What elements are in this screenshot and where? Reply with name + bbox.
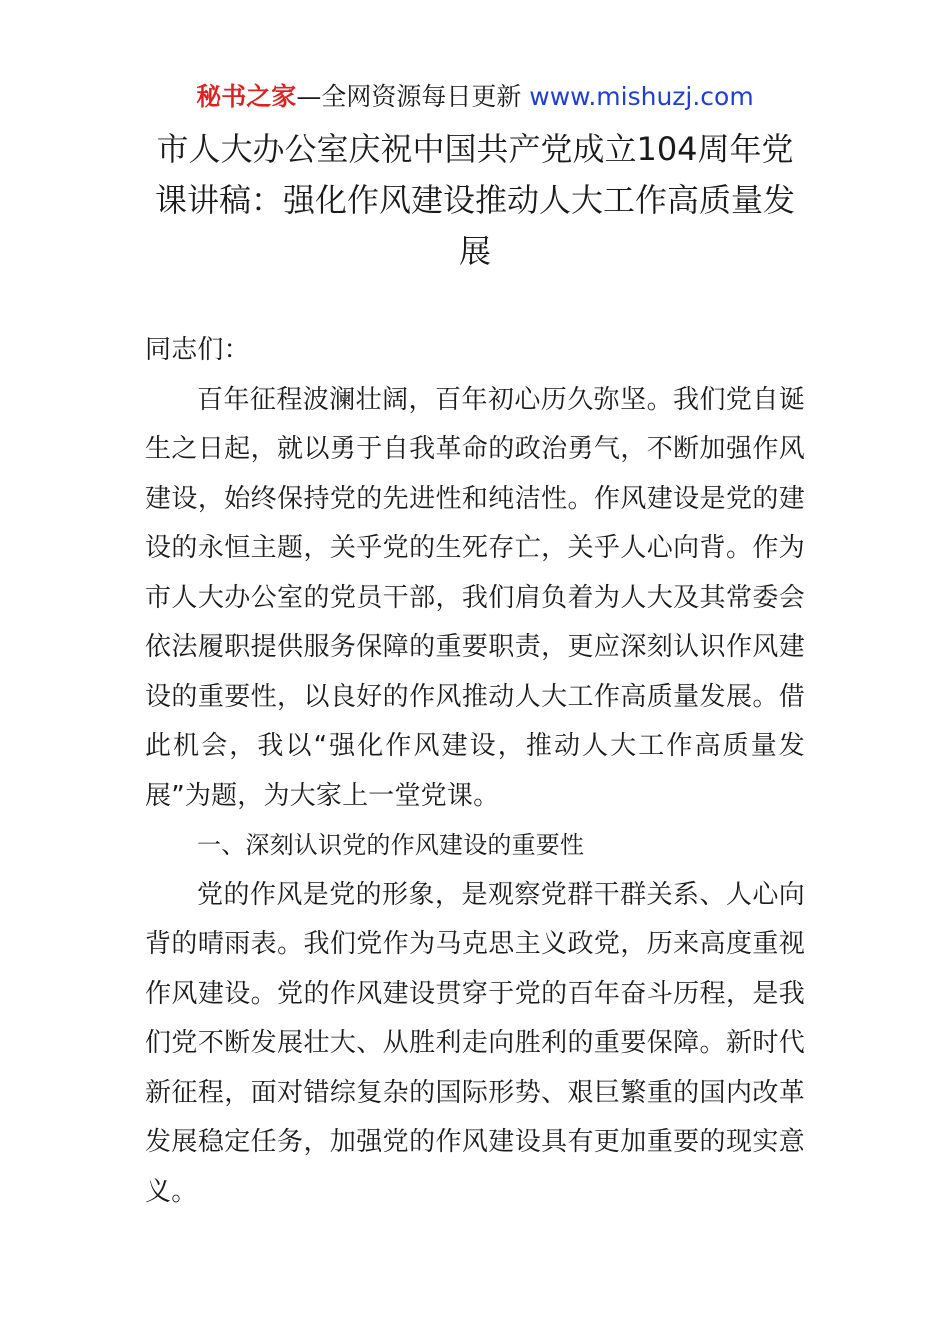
brand-name: 秘书之家 [196,82,297,111]
document-body [145,326,805,1217]
site-header [0,80,950,114]
document-title: 市人大办公室庆祝中国共产党成立104周年党课讲稿：强化作风建设推动人大工作高质量发展 [154,130,795,270]
paragraph-intro: 百年征程波澜壮阔，百年初心历久弥坚。我们党自诞生之日起，就以勇于自我革命的政治勇气，不断加强作风建设，始终保持党的先进性和纯洁性。作风建设是党的建设的永恒主题，关乎党的生死存亡，关乎人心向背。作为市人大办公室的党员干部，我们肩负着为人大及其常委会依法履职提供服务保障的重要职责，更应深刻认识作风建设的重要性，以良好的作风推动人大工作高质量发展。借此机会，我以“强化作风建设，推动人大工作高质量发展”为题，为大家上一堂党课。 [145,384,805,811]
header-tagline: —全网资源每日更新 [296,82,522,111]
site-url: www.mishuzj.com [529,82,754,111]
salutation: 同志们： [145,335,250,365]
paragraph-section-1: 党的作风是党的形象，是观察党群干群关系、人心向背的晴雨表。我们党作为马克思主义政党，历来高度重视作风建设。党的作风建设贯穿于党的百年奋斗历程，是我们党不断发展壮大、从胜利走向胜利的重要保障。新时代新征程，面对错综复杂的国际形势、艰巨繁重的国内改革发展稳定任务，加强党的作风建设具有更加重要的现实意义。 [145,879,805,1207]
section-heading: 一、深刻认识党的作风建设的重要性 [197,831,585,859]
